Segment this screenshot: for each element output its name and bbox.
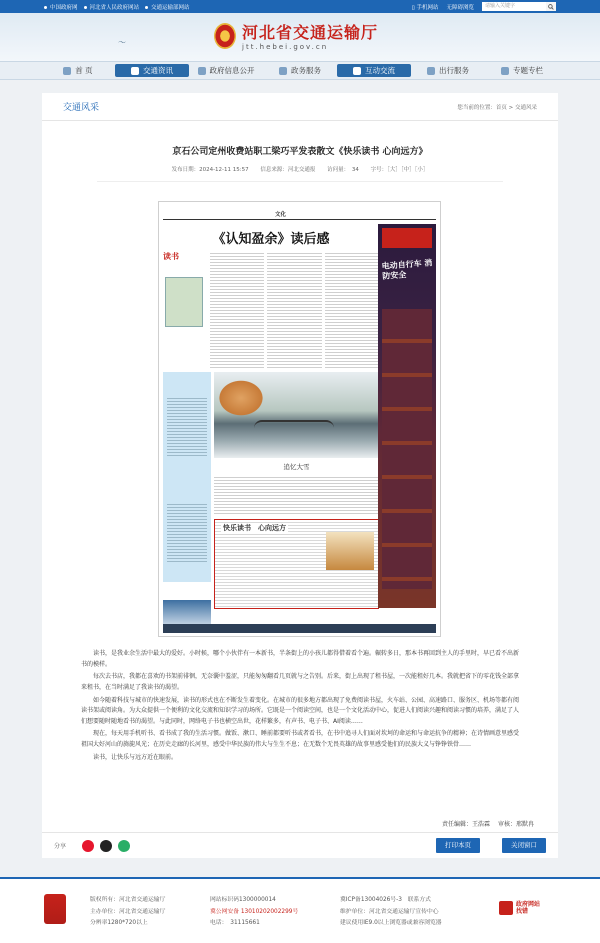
newspaper-masthead <box>163 206 436 220</box>
site-domain: jtt.hebei.gov.cn <box>242 43 329 51</box>
site-header <box>0 13 600 61</box>
main-nav <box>0 61 600 80</box>
browser-note: 建议使用IE9.0以上浏览器或兼容浏览器 <box>340 920 442 926</box>
fire-safety-ad <box>378 224 436 608</box>
info-source: 信息来源：河北交通报 <box>260 167 316 173</box>
news-icon <box>131 67 139 75</box>
site-id: 网站标识码1300000014 <box>210 897 276 903</box>
editor-info <box>436 819 534 828</box>
book-cover-image <box>165 277 203 327</box>
accessible-link[interactable]: 无障碍浏览 <box>446 4 474 11</box>
newspaper-subheadline: 追忆大雪 <box>283 463 310 471</box>
highlighted-article <box>214 519 379 609</box>
footer-col-1 <box>90 895 165 930</box>
lake-bridge-photo <box>214 372 379 458</box>
national-emblem-icon <box>214 23 236 49</box>
party-badge-icon <box>44 894 66 924</box>
poem-text <box>167 502 207 562</box>
service-icon <box>279 67 287 75</box>
newspaper-section: 文化 <box>275 212 287 218</box>
print-button[interactable]: 打印本页 <box>436 838 480 853</box>
site-logo[interactable] <box>214 20 378 51</box>
autumn-trees <box>216 378 266 418</box>
article-meta <box>42 165 558 173</box>
wechat-icon[interactable] <box>118 840 130 852</box>
nav-home[interactable]: 首 页 <box>41 62 115 79</box>
editor-name: 责任编辑：王浩霖 <box>442 821 491 828</box>
chat-icon <box>353 67 361 75</box>
newspaper-footer <box>163 624 436 633</box>
article-title: 京石公司定州收费站职工梁巧平发表散文《快乐读书 心向远方》 <box>172 147 428 157</box>
site-name: 河北省交通运输厅 <box>242 23 379 42</box>
paragraph: 每次去书店，我都在喜欢的书架前徘徊，无奈囊中羞涩，只能匆匆翻看几页就与之告别。后来，街上出现了租书屋，一次能租好几本。我就把省下的零花钱全部拿来租书，在当时满足了我读书的渴望。 <box>81 673 520 691</box>
highlighted-article-title: 快乐读书 心向远方 <box>223 523 286 532</box>
article-body <box>81 649 521 765</box>
icp-link[interactable]: 冀ICP备13004026号-3 联系方式 <box>340 897 431 903</box>
section-title: 交通风采 <box>63 103 100 113</box>
nav-travel[interactable]: 出行服务 <box>411 62 485 79</box>
phone: 电话： 31115661 <box>210 920 260 926</box>
share-label: 分享 <box>54 843 67 850</box>
nav-topics[interactable]: 专题专栏 <box>485 62 559 79</box>
site-footer <box>0 877 600 943</box>
link-mot[interactable]: 交通运输部网站 <box>145 3 190 11</box>
ad-title: 电动自行车 消防安全 <box>381 258 433 281</box>
ad-illustrations <box>382 309 432 589</box>
paragraph: 读书，是我业余生活中最大的爱好。小时候，哪个小伙伴有一本新书，半条街上的小孩儿都得借着看个遍。辗转多日，那本书再回到主人的手里时，早已看不出新书的模样。 <box>81 650 520 668</box>
link-hebei-gov[interactable]: 河北省人民政府网站 <box>84 3 140 11</box>
sponsor: 主办单位：河北省交通运输厅 <box>90 908 166 915</box>
mobile-site-link[interactable]: ▯ 手机网站 <box>411 4 439 11</box>
font-size-switch[interactable]: 字号：［大］［中］［小］ <box>370 167 429 173</box>
nav-interaction[interactable]: 互动交流 <box>337 64 411 77</box>
top-links <box>44 3 190 11</box>
paragraph: 如今随着科技与城市的快速发展，读书的形式也在不断发生着变化。在城市的很多地方都出现了免费阅读书屋，火车站、公园、高速路口、服务区、机场等都有阅读书架或阅读角。为大众提供一个便利的文化交流和知识学习的场所。它既是一个阅读空间，也是一个文化活动中心，促进人们阅读兴趣和阅读习惯的培养，满足了人们想要随时随地看书的渴望。与此同时，网络电子书也横空出世，花样繁多，有声书、电子书、AI阅读…… <box>81 696 520 725</box>
home-icon <box>63 67 71 75</box>
section-bar <box>42 93 558 121</box>
reviewer-name: 审核：邢默冉 <box>497 821 534 828</box>
paragraph: 读书，让快乐与远方近在眼前。 <box>93 753 178 761</box>
bird-decoration-icon: 〜 <box>118 38 126 47</box>
search-icon <box>548 4 554 10</box>
search-input[interactable]: 请输入关键字 <box>482 2 546 11</box>
ad-header <box>382 228 432 248</box>
nav-services[interactable]: 政务服务 <box>263 62 337 79</box>
text-column <box>267 251 321 369</box>
newspaper-side-tag: 读书 <box>163 252 179 261</box>
paragraph: 现在，每天用手机听书、看书成了我的生活习惯。做饭、漱口、睡前都要听书或者看书，在书中追寻人们面对坎坷的命运和与命运抗争的精神；在诗情画意里感受祖国大好河山的旖旎风光；在历史走廊的长河里，感受中华民族的伟大与生生不息；在无数个无畏英雄的故事里感受他们的民族大义与铮铮铁骨…… <box>81 730 520 748</box>
newspaper-headline: 《认知盈余》读后感 <box>212 232 330 247</box>
text-block <box>214 475 379 515</box>
gov-site-icon <box>499 901 513 915</box>
top-bar <box>0 0 600 13</box>
text-column <box>325 251 379 369</box>
topic-icon <box>501 67 509 75</box>
link-gov-cn[interactable]: 中国政府网 <box>44 3 78 11</box>
doc-icon <box>198 67 206 75</box>
footer-col-2 <box>210 895 298 930</box>
text-column <box>210 251 264 369</box>
reading-photo <box>326 532 374 570</box>
publish-date: 发布日期：2024-12-11 15:57 <box>171 167 249 173</box>
divider <box>97 181 503 182</box>
close-window-button[interactable]: 关闭窗口 <box>502 838 546 853</box>
nav-info-disclosure[interactable]: 政府信息公开 <box>189 62 263 79</box>
bridge-shape <box>254 420 334 428</box>
gov-error-report[interactable]: 政府网站 找错 <box>499 901 540 915</box>
police-record-link[interactable]: 冀公网安备 13010202002299号 <box>210 908 299 915</box>
article-panel <box>42 93 558 858</box>
weibo-icon[interactable] <box>82 840 94 852</box>
footer-col-3 <box>340 895 442 930</box>
newspaper-image <box>158 201 441 637</box>
share-bar <box>42 832 558 858</box>
copyright: 版权所有：河北省交通运输厅 <box>90 897 166 903</box>
qq-icon[interactable] <box>100 840 112 852</box>
poem-column <box>163 372 211 582</box>
visit-count: 访问量： 34 <box>327 167 359 173</box>
resolution-note: 分辨率1280*720以上 <box>90 920 148 926</box>
search-button[interactable] <box>546 2 556 11</box>
poem-text <box>167 396 207 456</box>
car-icon <box>427 67 435 75</box>
phone-icon: ▯ <box>411 4 415 11</box>
maintainer: 维护单位：河北省交通运输厅宣传中心 <box>340 908 439 915</box>
nav-news[interactable]: 交通资讯 <box>115 64 189 77</box>
breadcrumb[interactable]: 您当前的位置：首页 > 交通风采 <box>457 104 537 111</box>
